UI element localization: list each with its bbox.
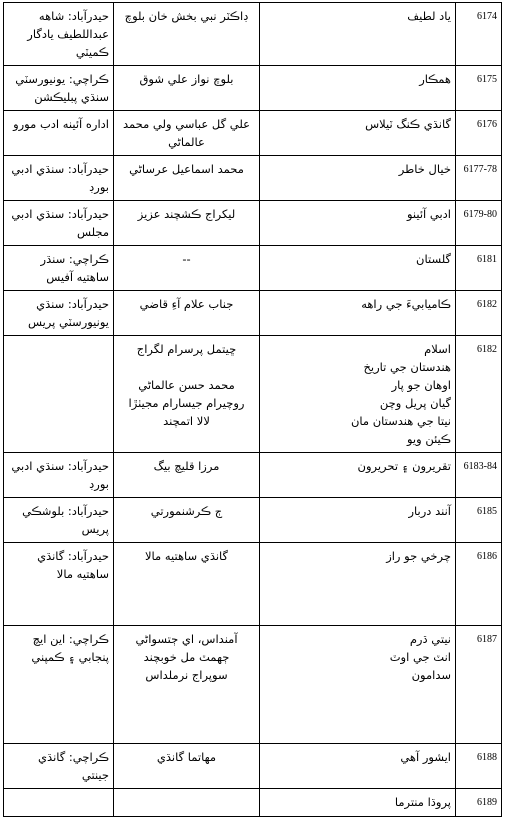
publisher-cell: حيدرآباد: گانڌي ساهتيه مالا — [4, 543, 114, 626]
catalog-body — [4, 3, 502, 817]
title-line: خيال خاطر — [398, 162, 451, 176]
author-line: -- — [182, 252, 191, 266]
catalog-table — [3, 2, 502, 817]
table-row — [4, 543, 502, 626]
table-row — [4, 498, 502, 543]
catalog-number: 6177-78 — [456, 156, 502, 201]
title-line: ياد لطيف — [407, 9, 451, 23]
publisher-cell: ڪراچي: سنڌر ساهتيه آفيس — [4, 246, 114, 291]
publisher-cell: حيدرآباد: بلوشڪي پريس — [4, 498, 114, 543]
catalog-number: 6179-80 — [456, 201, 502, 246]
title-line: هندستان جي تاريخ — [363, 360, 451, 374]
table-row — [4, 336, 502, 453]
title-line: همڪار — [419, 72, 451, 86]
author-cell — [114, 626, 260, 744]
catalog-number: 6181 — [456, 246, 502, 291]
author-line: مرزا قليچ بيگ — [153, 459, 220, 473]
author-cell — [114, 66, 260, 111]
author-line: محمد حسن عالماڻي — [138, 378, 235, 392]
author-line: سوپراج نرملداس — [145, 668, 228, 682]
catalog-number: 6188 — [456, 744, 502, 789]
table-row — [4, 453, 502, 498]
catalog-number: 6187 — [456, 626, 502, 744]
author-cell — [114, 789, 260, 817]
table-row — [4, 291, 502, 336]
author-line: ڊاڪٽر نبي بخش خان بلوچ — [124, 9, 249, 23]
title-cell — [260, 201, 456, 246]
table-row — [4, 744, 502, 789]
author-line: مهاتما گانڌي — [156, 750, 217, 764]
catalog-number: 6185 — [456, 498, 502, 543]
author-line: علي گل عباسي ولي محمد عالماڻي — [122, 117, 251, 149]
title-cell — [260, 498, 456, 543]
table-row — [4, 3, 502, 66]
title-line: پروڌا منترما — [394, 795, 451, 809]
catalog-number: 6175 — [456, 66, 502, 111]
author-line — [118, 793, 255, 811]
title-cell — [260, 744, 456, 789]
title-line: ڪاميابيءَ جي راهه — [361, 297, 451, 311]
publisher-cell: حيدرآباد: سنڌي ادبي مجلس — [4, 201, 114, 246]
title-cell — [260, 543, 456, 626]
catalog-number: 6174 — [456, 3, 502, 66]
table-row — [4, 111, 502, 156]
publisher-cell: حيدرآباد: سنڌي ادبي بورڊ — [4, 156, 114, 201]
table-row — [4, 246, 502, 291]
catalog-number: 6182 — [456, 336, 502, 453]
author-line: محمد اسماعيل عرساڻي — [129, 162, 244, 176]
publisher-cell — [4, 789, 114, 817]
catalog-number: 6176 — [456, 111, 502, 156]
title-cell — [260, 453, 456, 498]
catalog-number: 6182 — [456, 291, 502, 336]
title-cell — [260, 789, 456, 817]
table-row — [4, 789, 502, 817]
author-line: بلوچ نواز علي شوق — [139, 72, 234, 86]
author-cell — [114, 543, 260, 626]
author-line: ڄ ڪرشنمورتي — [150, 504, 223, 518]
publisher-cell: ڪراچي: يونيورسٽي سنڌي پبليڪشن — [4, 66, 114, 111]
author-line: ڇيتمل پرسرام لگراج — [136, 342, 237, 356]
author-line: ليکراج ڪشچند عزيز — [137, 207, 236, 221]
table-row — [4, 626, 502, 744]
author-line: لالا اتمچند — [163, 414, 210, 428]
table-row — [4, 156, 502, 201]
author-line: آمنداس، اي ڄتسواڻي — [135, 632, 238, 646]
catalog-number: 6189 — [456, 789, 502, 817]
publisher-cell: ڪراچي: گانڌي جينتي — [4, 744, 114, 789]
author-line: جناب علام آءِ قاضي — [139, 297, 234, 311]
publisher-cell: حيدرآباد: شاهه عبداللطيف يادگار ڪميٽي — [4, 3, 114, 66]
title-cell — [260, 3, 456, 66]
catalog-number: 6183-84 — [456, 453, 502, 498]
title-cell — [260, 246, 456, 291]
title-cell — [260, 66, 456, 111]
publisher-cell: ڪراچي: اين ايچ پنجابي ۽ ڪمپني — [4, 626, 114, 744]
title-line: ادبي آئينو — [406, 207, 451, 221]
publisher-cell: حيدرآباد: سنڌي ادبي بورڊ — [4, 453, 114, 498]
title-line: اسلام — [424, 342, 451, 356]
title-line: تقريرون ۽ تحريرون — [357, 459, 451, 473]
title-cell — [260, 291, 456, 336]
title-cell — [260, 336, 456, 453]
author-cell — [114, 498, 260, 543]
author-cell — [114, 156, 260, 201]
title-cell — [260, 111, 456, 156]
author-line: ڄهمٽ مل خوبچند — [143, 650, 230, 664]
publisher-cell — [4, 336, 114, 453]
title-line: ڪيئن ويو — [406, 432, 451, 446]
publisher-cell: اداره آئينه ادب مورو — [4, 111, 114, 156]
author-cell — [114, 201, 260, 246]
table-row — [4, 201, 502, 246]
title-line: نيتا جي هندستان مان — [350, 414, 451, 428]
title-line: اوهان جو پار — [391, 378, 451, 392]
author-cell — [114, 111, 260, 156]
title-line: آنند دربار — [408, 504, 451, 518]
title-cell — [260, 626, 456, 744]
title-line: گانڌي ڪنگ ٽيلاس — [365, 117, 451, 131]
title-line: ايشور آهي — [400, 750, 451, 764]
catalog-number: 6186 — [456, 543, 502, 626]
title-line: انٽ جي اوٽ — [389, 650, 451, 664]
catalog-sheet — [3, 2, 501, 817]
author-cell — [114, 336, 260, 453]
title-line: گلستان — [416, 252, 451, 266]
author-line: روچيرام جيسارام مجيٺڙا — [128, 396, 245, 410]
author-cell — [114, 291, 260, 336]
author-cell — [114, 744, 260, 789]
author-cell — [114, 3, 260, 66]
author-cell — [114, 246, 260, 291]
title-line: چرخي جو راز — [386, 549, 451, 563]
author-cell — [114, 453, 260, 498]
title-line: سدامون — [411, 668, 451, 682]
title-line: نيتي ڌرم — [409, 632, 451, 646]
author-line — [118, 358, 255, 376]
title-line: گيان پريل وچن — [379, 396, 451, 410]
table-row — [4, 66, 502, 111]
publisher-cell: حيدرآباد: سنڌي يونيورسٽي پريس — [4, 291, 114, 336]
author-line: گانڌي ساهتيه مالا — [144, 549, 229, 563]
title-cell — [260, 156, 456, 201]
